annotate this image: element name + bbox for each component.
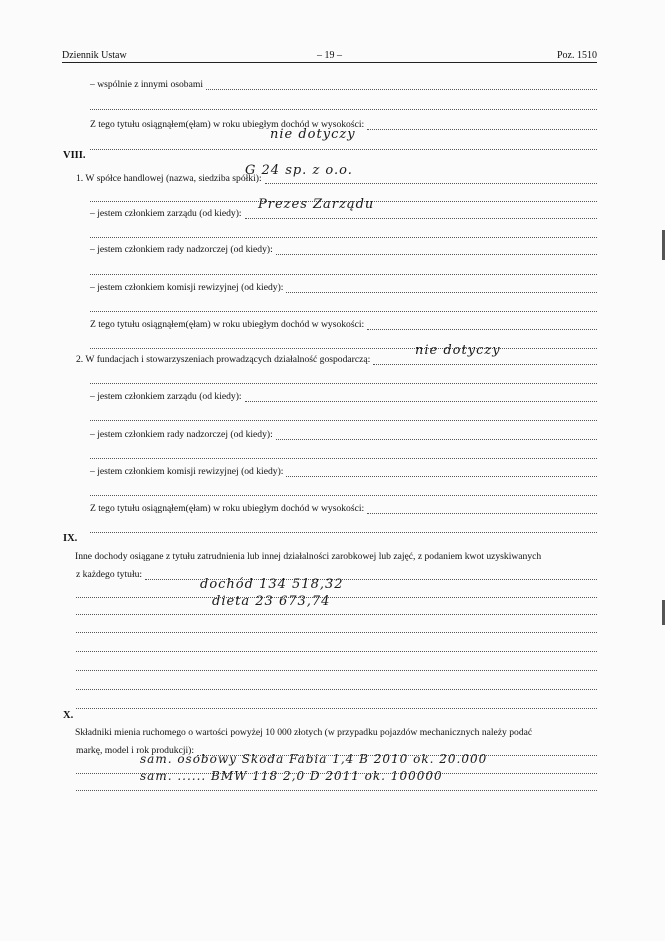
blank-dotted-line [90,224,597,238]
form-field-row [90,316,597,330]
blank-dotted-line [90,335,597,349]
dotted-fill-line [367,319,597,330]
dotted-fill-line [90,99,597,110]
blank-dotted-line [90,407,597,421]
dotted-fill-line [367,119,597,130]
field-label: 1. W spółce handlowej (nazwa, siedziba spółki): [76,173,262,184]
section-ix-heading: IX. [63,533,78,544]
field-label: – jestem członkiem rady nadzorczej (od kiedy): [90,429,273,440]
blank-dotted-line [90,482,597,496]
blank-dotted-line [90,445,597,459]
dotted-fill-line [76,660,597,671]
blank-dotted-line [90,519,597,533]
handwritten-entry: sam. osobowy Skoda Fabia 1,4 B 2010 ok. 20.000 [140,752,488,766]
dotted-fill-line [76,698,597,709]
form-field-row [90,426,597,440]
field-label: – jestem członkiem komisji rewizyjnej (od kiedy): [90,282,284,293]
blank-dotted-line [76,619,597,633]
dotted-fill-line [90,264,597,275]
dotted-fill-line [276,244,597,255]
handwritten-entry: nie dotyczy [415,343,501,358]
dotted-fill-line [76,641,597,652]
blank-dotted-line [76,638,597,652]
field-label: – jestem członkiem zarządu (od kiedy): [90,391,242,402]
dotted-fill-line [90,373,597,384]
field-label: – jestem członkiem komisji rewizyjnej (od kiedy): [90,466,284,477]
section-x-heading: X. [63,710,74,721]
section-x-text: Składniki mienia ruchomego o wartości powyżej 10 000 złotych (w przypadku pojazdów mechanicznych należy podać [75,727,533,738]
dotted-fill-line [76,604,597,615]
page-header [62,48,597,63]
dotted-fill-line [90,338,597,349]
journal-title: Dziennik Ustaw [62,50,127,61]
dotted-fill-line [90,522,597,533]
handwritten-entry: Prezes Zarządu [258,197,375,212]
section-viii-heading: VIII. [63,150,86,161]
section-ix-text: Inne dochody osiągane z tytułu zatrudnienia lub innej działalności zarobkowej lub zajęć, z podaniem kwot uzyskiwanych [75,551,542,562]
dotted-fill-line [90,410,597,421]
dotted-fill-line [286,466,597,477]
position-number: Poz. 1510 [557,50,597,61]
blank-dotted-line [76,601,597,615]
blank-dotted-line [76,695,597,709]
blank-dotted-line [76,676,597,690]
field-label: Z tego tytułu osiągnąłem(ęłam) w roku ubiegłym dochód w wysokości: [90,503,365,514]
form-field-row [90,463,597,477]
blank-dotted-line [90,370,597,384]
dotted-fill-line [90,227,597,238]
field-label: Z tego tytułu osiągnąłem(ęłam) w roku ubiegłym dochód w wysokości: [90,319,365,330]
page-number: – 19 – [317,50,342,61]
handwritten-entry: sam. ...... BMW 118 2,0 D 2011 ok. 100000 [140,769,443,783]
blank-dotted-line [76,657,597,671]
handwritten-entry: dieta 23 673,74 [212,594,331,609]
dotted-fill-line [76,622,597,633]
dotted-fill-line [90,301,597,312]
handwritten-entry: nie dotyczy [270,127,356,142]
dotted-fill-line [245,391,597,402]
form-field-row [90,279,597,293]
field-label: Z tego tytułu osiągnąłem(ęłam) w roku ubiegłym dochód w wysokości: [90,119,365,130]
field-label: z każdego tytułu: [76,569,143,580]
handwritten-entry: G 24 sp. z o.o. [245,163,353,178]
field-label: 2. W fundacjach i stowarzyszeniach prowadzących działalność gospodarczą: [76,354,371,365]
dotted-fill-line [76,679,597,690]
field-label: – wspólnie z innymi osobami [90,79,203,90]
dotted-fill-line [206,79,597,90]
blank-dotted-line [90,261,597,275]
form-field-row [90,241,597,255]
blank-dotted-line [90,298,597,312]
handwritten-entry: dochód 134 518,32 [200,577,344,592]
form-field-row [90,76,597,90]
form-field-row [90,500,597,514]
dotted-fill-line [276,429,597,440]
dotted-fill-line [367,503,597,514]
field-label: – jestem członkiem rady nadzorczej (od kiedy): [90,244,273,255]
dotted-fill-line [90,448,597,459]
form-field-row [90,388,597,402]
field-label: markę, model i rok produkcji): [76,745,195,756]
form-field-row [76,351,597,365]
dotted-fill-line [286,282,597,293]
blank-dotted-line [90,96,597,110]
dotted-fill-line [90,485,597,496]
field-label: – jestem członkiem zarządu (od kiedy): [90,208,242,219]
